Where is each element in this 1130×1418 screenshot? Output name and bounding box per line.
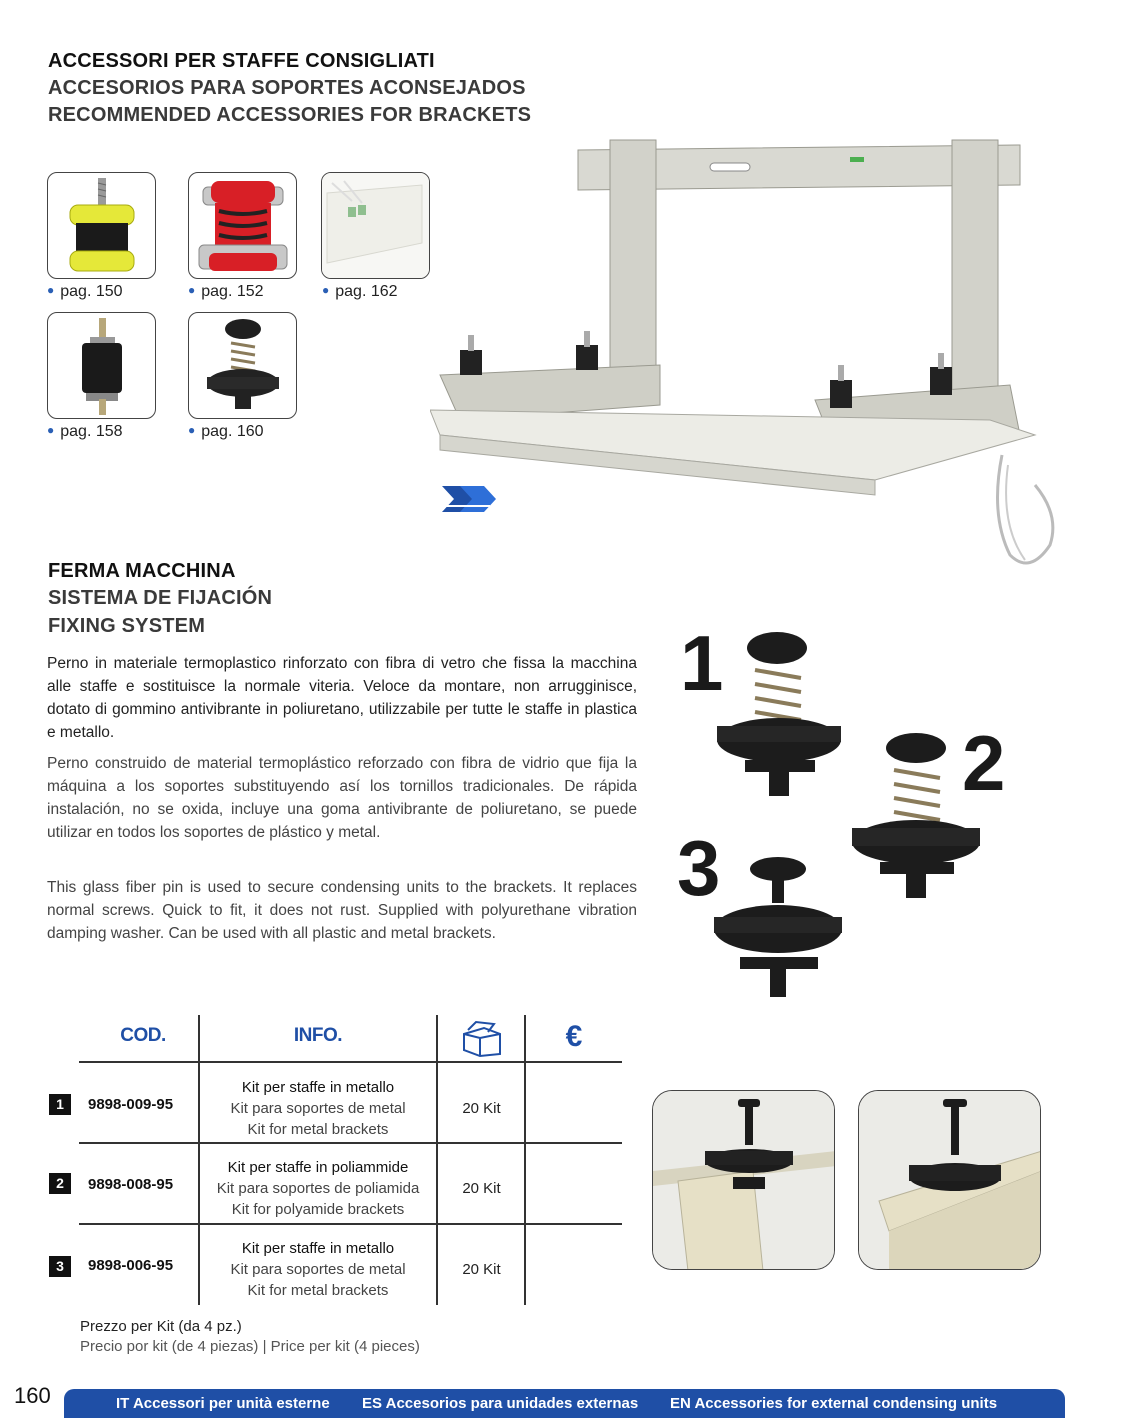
row-number: 1 xyxy=(49,1094,71,1115)
pack-quantity: 20 Kit xyxy=(462,1180,501,1197)
installation-photo-metal xyxy=(652,1090,835,1270)
info-it: Kit per staffe in metallo xyxy=(241,1079,395,1096)
page-ref: ● pag. 160 xyxy=(188,423,264,440)
table-divider xyxy=(79,1142,622,1144)
brand-arrow-icon xyxy=(440,484,498,514)
price-note-es-en: Precio por kit (de 4 piezas) | Price per kit (4 pieces) xyxy=(80,1338,420,1355)
antivibration-mount-icon xyxy=(48,173,156,279)
info-it: Kit per staffe in poliammide xyxy=(227,1159,409,1176)
bullet-icon: ● xyxy=(47,283,55,297)
info-en: Kit for polyamide brackets xyxy=(231,1201,405,1218)
page-number: 160 xyxy=(14,1383,51,1408)
accessory-thumb-fixing-pin[interactable] xyxy=(188,312,297,419)
row-number: 3 xyxy=(49,1256,71,1277)
accessory-thumb-cylinder-mount[interactable] xyxy=(47,312,156,419)
heading-es: ACCESORIOS PARA SOPORTES ACONSEJADOS xyxy=(48,77,526,99)
bullet-icon: ● xyxy=(188,283,196,297)
pack-quantity: 20 Kit xyxy=(462,1261,501,1278)
bracket-product-image xyxy=(430,135,1080,585)
installation-photo-plastic xyxy=(858,1090,1041,1270)
spring-mount-icon xyxy=(189,173,297,279)
fixing-pin-2-image xyxy=(850,730,985,900)
box-icon xyxy=(460,1020,502,1058)
heading-it: ACCESSORI PER STAFFE CONSIGLIATI xyxy=(48,50,435,72)
fixing-pin-1-image xyxy=(715,628,845,798)
fixing-pin-3-image xyxy=(712,855,842,1000)
page-ref: ● pag. 158 xyxy=(47,423,123,440)
installation-photo-metal-image xyxy=(653,1091,835,1270)
section-title-es: SISTEMA DE FIJACIÓN xyxy=(48,587,273,609)
footer-it: IT Accessori per unità esterne xyxy=(116,1395,330,1412)
column-header-info: INFO. xyxy=(293,1025,343,1046)
section-title-it: FERMA MACCHINA xyxy=(48,560,236,582)
product-label-3: 3 xyxy=(677,824,721,912)
pack-quantity: 20 Kit xyxy=(462,1100,501,1117)
description-es: Perno construido de material termoplástico reforzado con fibra de vidrio que fija la máquina a los soportes substituyendo así los tornillos tradicionales. De rápida instalación, no se oxida, incluye una goma antivibrante de poliuretano, se puede utilizar en todos los soportes de plástico y metal. xyxy=(47,755,637,841)
page-ref: ● pag. 150 xyxy=(47,283,123,300)
bullet-icon: ● xyxy=(47,423,55,437)
info-en: Kit for metal brackets xyxy=(247,1282,389,1299)
product-info xyxy=(200,1238,436,1301)
info-it: Kit per staffe in metallo xyxy=(241,1240,395,1257)
accessory-thumb-tray[interactable] xyxy=(321,172,430,279)
installation-photo-plastic-image xyxy=(859,1091,1041,1270)
page-ref: ● pag. 162 xyxy=(322,283,398,300)
bullet-icon: ● xyxy=(188,423,196,437)
row-number: 2 xyxy=(49,1173,71,1194)
info-es: Kit para soportes de metal xyxy=(230,1261,406,1278)
accessory-thumb-spring-mount[interactable] xyxy=(188,172,297,279)
euro-icon: € xyxy=(565,1020,583,1053)
section-title-en: FIXING SYSTEM xyxy=(48,615,206,637)
table-divider xyxy=(79,1223,622,1225)
price-note-it: Prezzo per Kit (da 4 pz.) xyxy=(80,1318,242,1335)
product-code: 9898-006-95 xyxy=(88,1257,174,1274)
info-es: Kit para soportes de poliamida xyxy=(216,1180,420,1197)
product-info xyxy=(200,1157,436,1220)
description-it: Perno in materiale termoplastico rinforzato con fibra di vetro che fissa la macchina alle staffe e sostituisce la normale viteria. Veloce da montare, non arrugginisce, dotato di gommino antivibrante in poliuretano, utilizzabile per tutte le staffe in plastica e metallo. xyxy=(47,655,637,741)
bullet-icon: ● xyxy=(322,283,330,297)
page-ref: ● pag. 152 xyxy=(188,283,264,300)
footer-bar xyxy=(64,1389,1065,1418)
table-divider xyxy=(79,1061,622,1063)
product-info xyxy=(200,1077,436,1140)
footer-en: EN Accessories for external condensing units xyxy=(670,1395,998,1412)
fixing-pin-icon xyxy=(189,313,297,419)
column-header-code: COD. xyxy=(120,1025,166,1046)
heading-en: RECOMMENDED ACCESSORIES FOR BRACKETS xyxy=(48,104,532,126)
footer-es: ES Accesorios para unidades externas xyxy=(362,1395,639,1412)
accessory-thumb-antivibration-yellow[interactable] xyxy=(47,172,156,279)
info-en: Kit for metal brackets xyxy=(247,1121,389,1138)
description-en: This glass fiber pin is used to secure condensing units to the brackets. It replaces normal screws. Quick to fit, it does not rust. Supplied with polyurethane vibration damping washer. Can be used with all plastic and metal brackets. xyxy=(47,879,637,942)
info-es: Kit para soportes de metal xyxy=(230,1100,406,1117)
product-code: 9898-008-95 xyxy=(88,1176,174,1193)
product-code: 9898-009-95 xyxy=(88,1096,174,1113)
drain-tray-icon xyxy=(322,173,430,279)
product-label-1: 1 xyxy=(680,619,724,707)
product-label-2: 2 xyxy=(962,719,1006,807)
cylinder-mount-icon xyxy=(48,313,156,419)
